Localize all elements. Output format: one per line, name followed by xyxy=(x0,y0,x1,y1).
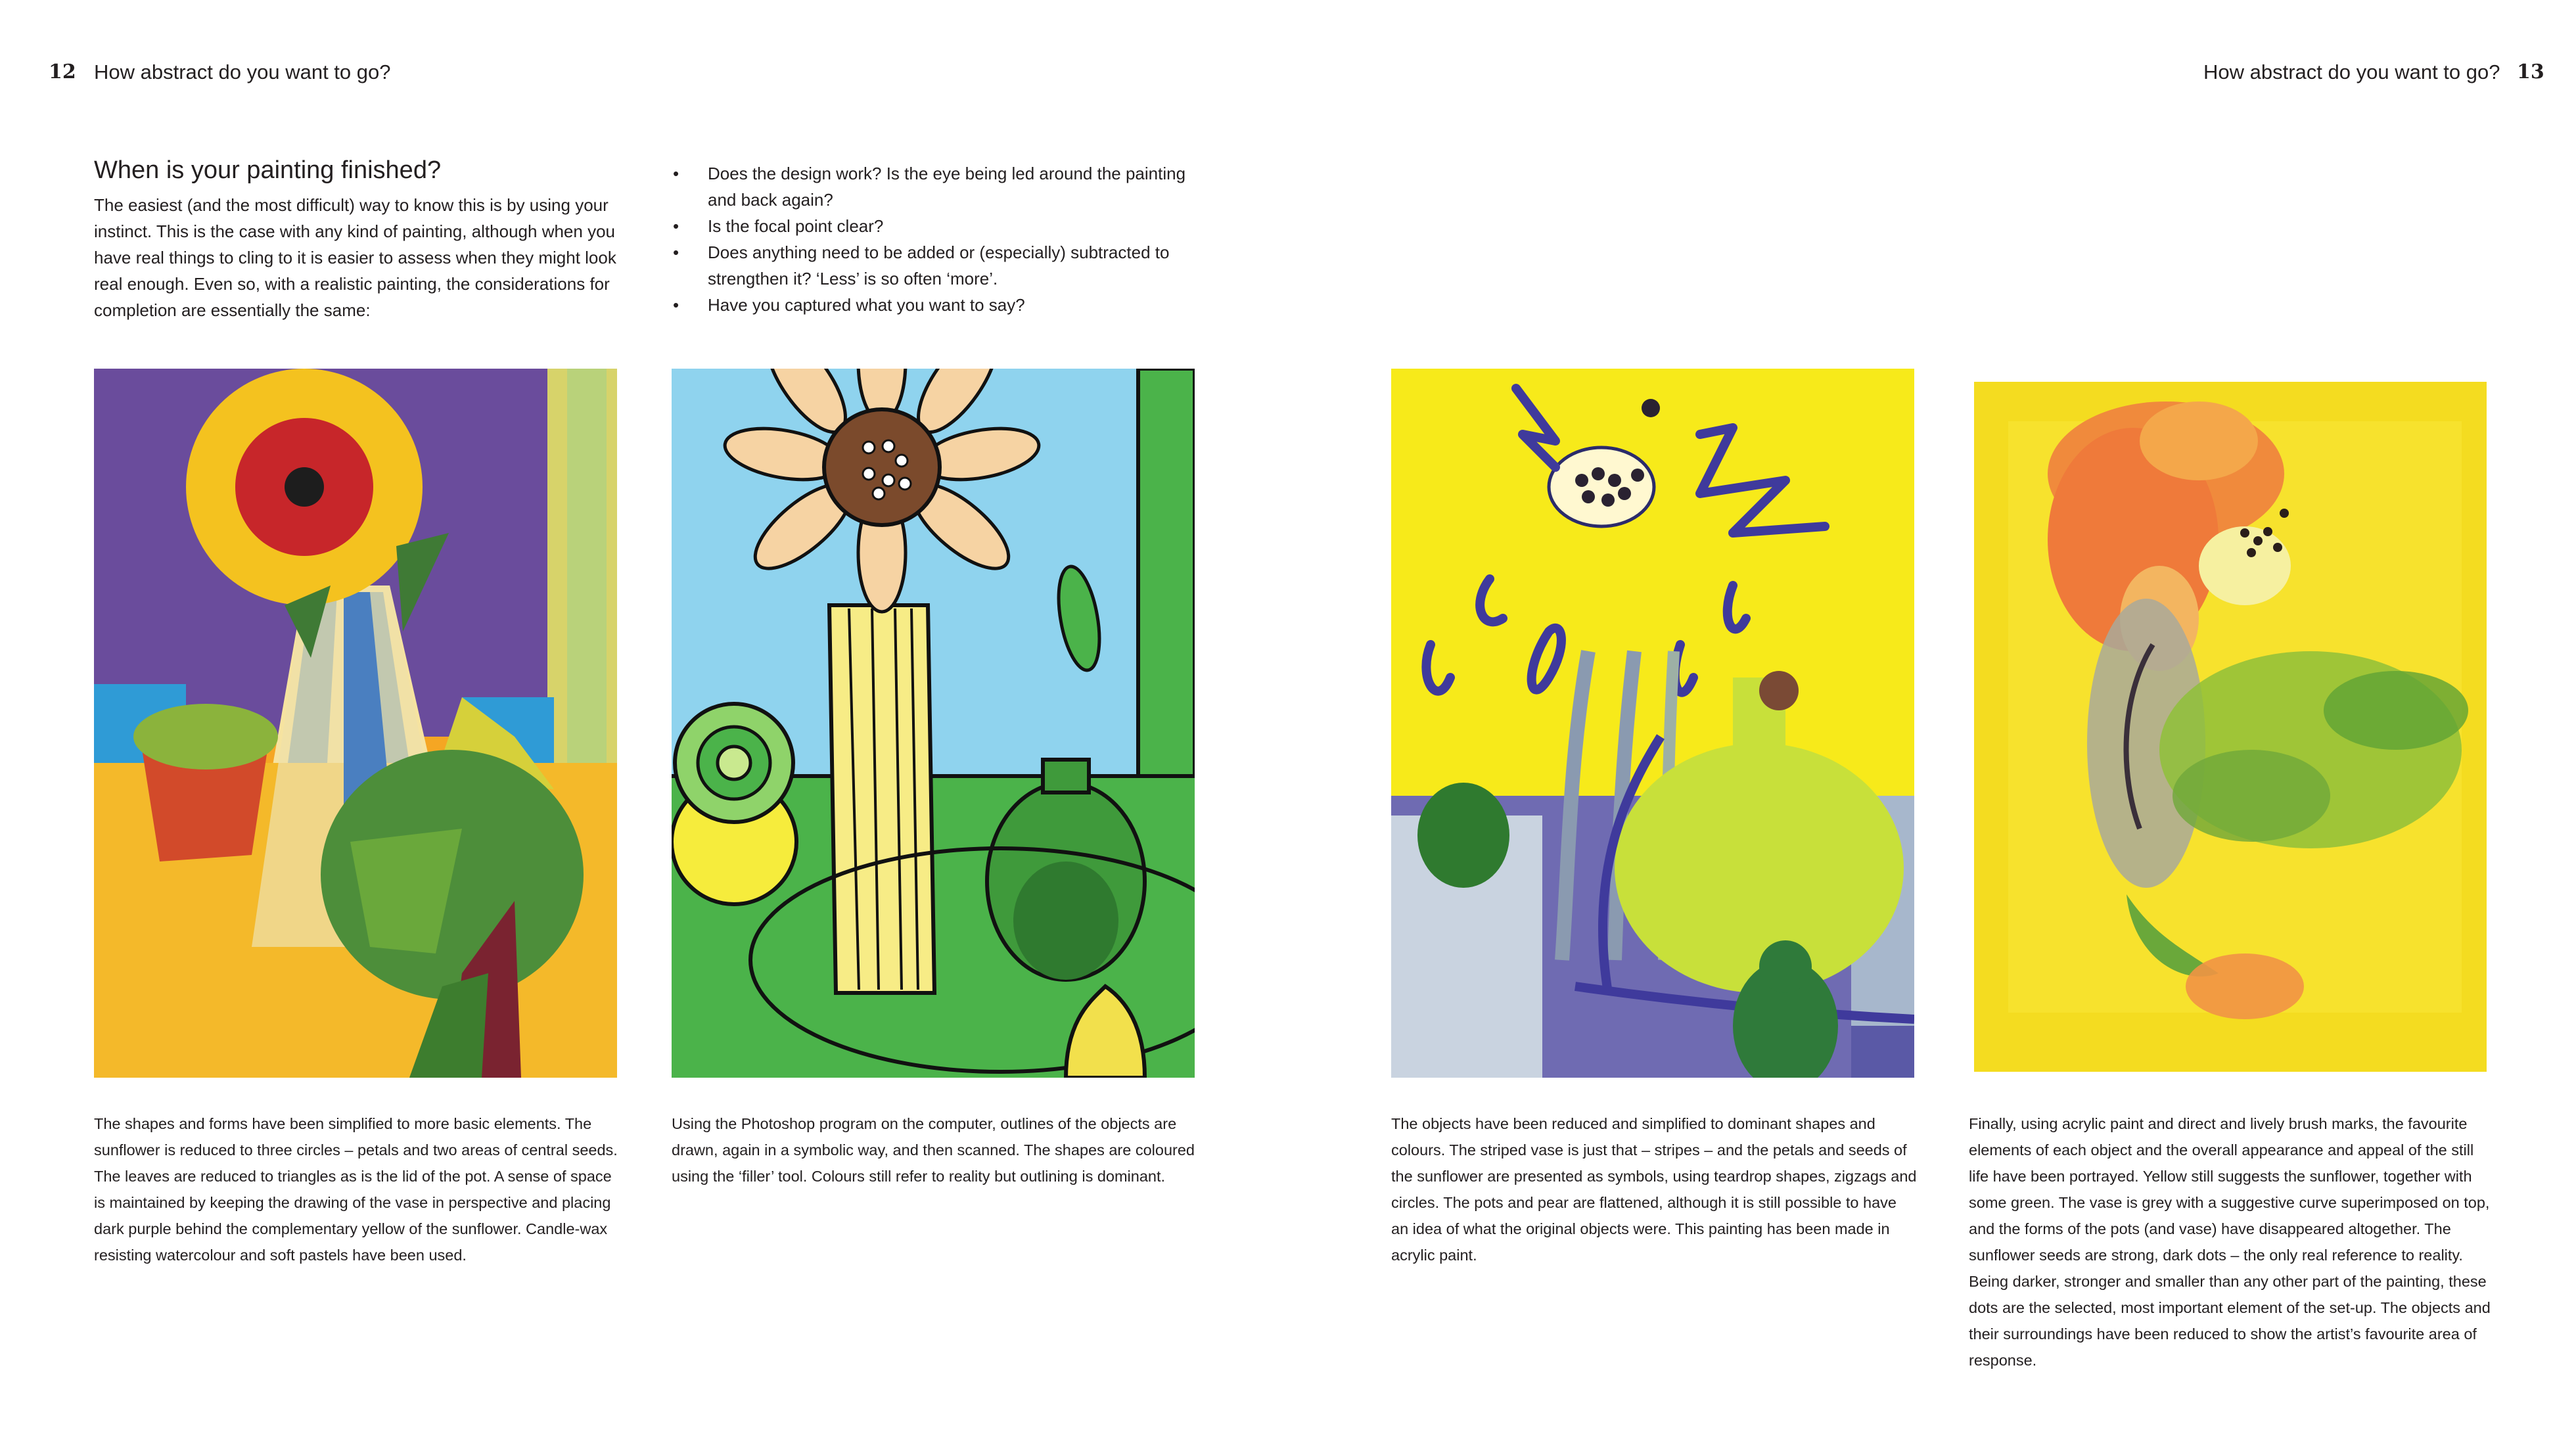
painting-photoshop-outline xyxy=(672,369,1195,1078)
caption-figure-1: The shapes and forms have been simplified to more basic elements. The sunflower is reduced to three circles – petals and two areas of central seeds. The leaves are reduced to triangles as is the lid of the pot. A sense of space is maintained by keeping the drawing of the vase in perspective and placing dark purple behind the complementary yellow of the sunflower. Candle-wax resisting watercolour and soft pastels have been used. xyxy=(94,1115,618,1264)
running-head-left: How abstract do you want to go? xyxy=(94,60,391,83)
page-number-left: 12 xyxy=(49,60,76,83)
painting-loose-acrylic xyxy=(1969,369,2492,1078)
running-head-right: How abstract do you want to go? xyxy=(2203,60,2500,83)
page-number-right: 13 xyxy=(2517,60,2544,83)
checklist-item: • Have you captured what you want to say? xyxy=(672,292,1217,318)
painting-simplified-elements xyxy=(94,369,617,1078)
right-page xyxy=(1288,0,2576,1447)
caption-figure-2: Using the Photoshop program on the computer, outlines of the objects are drawn, again in a symbolic way, and then scanned. The shapes are coloured using the ‘filler’ tool. Colours still refer to reality but outlining is dominant. xyxy=(672,1115,1195,1185)
caption-figure-4: Finally, using acrylic paint and direct and lively brush marks, the favourite elements of each object and the overall appearance and appeal of the still life have been portrayed. Yellow still suggests the sunflower, together with some green. The vase is grey with a suggestive curve superimposed on top, and the forms of the pots (and vase) have disappeared altogether. The sunflower seeds are strong, dark dots – the only real reference to reality. Being darker, stronger and smaller than any other part of the painting, these dots are the selected, most important element of the set-up. The objects and their surroundings have been reduced to show the artist’s favourite area of response. xyxy=(1969,1115,2491,1369)
checklist-item: • Does the design work? Is the eye being led around the painting and back again? xyxy=(672,160,1217,213)
checklist-item: • Does anything need to be added or (especially) subtracted to strengthen it? ‘Less’ is so often ‘more’. xyxy=(672,239,1217,292)
section-title: When is your painting finished? xyxy=(94,156,442,184)
caption-figure-3: The objects have been reduced and simplified to dominant shapes and colours. The striped vase is just that – stripes – and the petals and seeds of the sunflower are presented as symbols, using teardrop shapes, zigzags and circles. The pots and pear are flattened, although it is still possible to have an idea of what the original objects were. This painting has been made in acrylic paint. xyxy=(1391,1115,1917,1264)
intro-paragraph: The easiest (and the most difficult) way to know this is by using your instinct. This is the case with any kind of painting, although when you have real things to cling to it is easier to assess when they might look real enough. Even so, with a realistic painting, the considerations for completion are essentially the same: xyxy=(94,195,616,320)
completion-checklist xyxy=(672,160,1217,318)
checklist-item: • Is the focal point clear? xyxy=(672,213,1217,239)
painting-acrylic-symbols xyxy=(1391,369,1914,1078)
